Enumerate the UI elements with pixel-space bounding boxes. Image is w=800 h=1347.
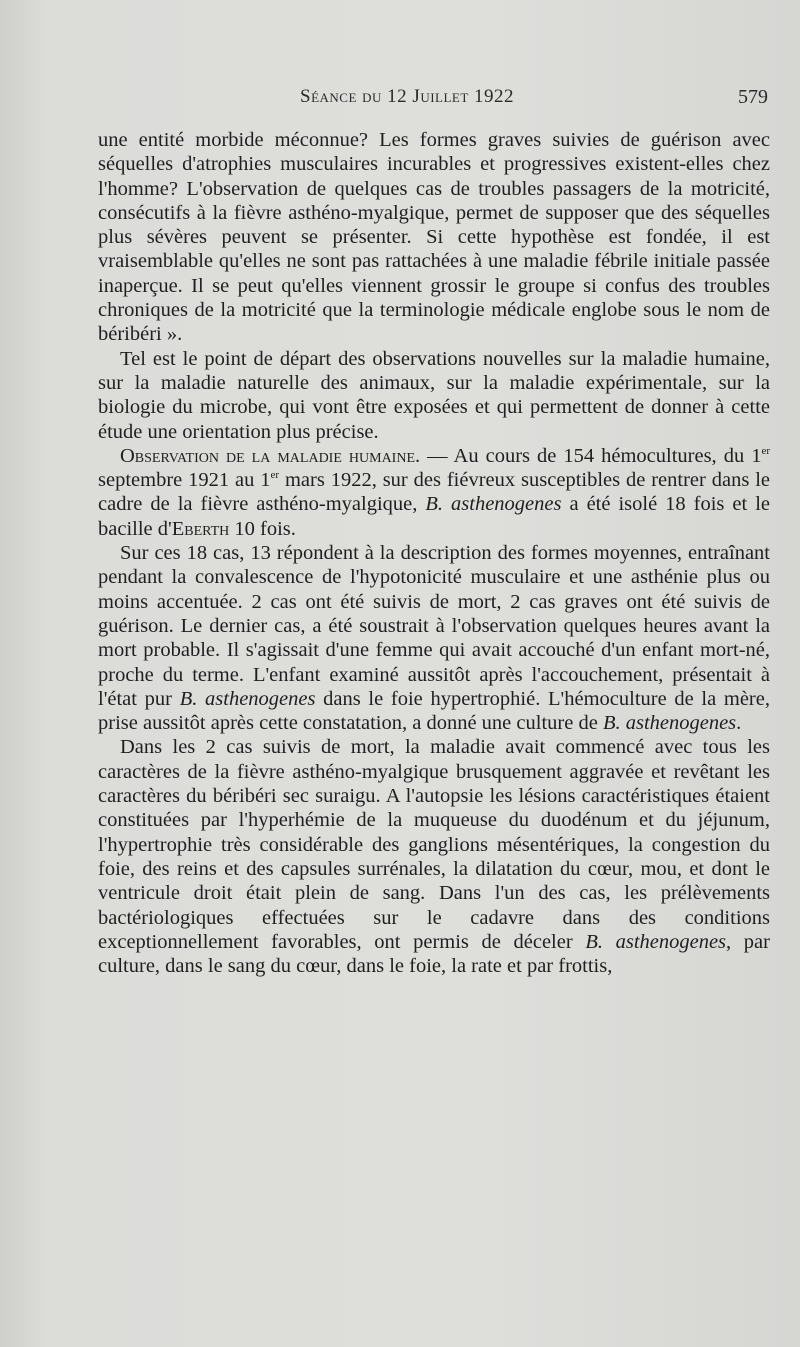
paragraph-1: une entité morbide méconnue? Les formes graves suivies de guérison avec séquelles d'atrophies musculaires incurables et progressives existent-elles chez l'homme? L'observation de quelques cas de troubles passagers de la motricité, consécutifs à la fièvre asthéno-myalgique, permet de supposer que des séquelles plus sévères peuvent se présenter. Si cette hypothèse est fondée, il est vraisemblable qu'elles ne sont pas rattachées à une maladie fébrile initiale passée inaperçue. Il se peut qu'elles viennent grossir le groupe si confus des troubles chroniques de la motricité que la terminologie médicale englobe sous le nom de béribéri ». [98, 129, 770, 346]
page-number: 579 [738, 86, 768, 108]
p3-sup-b: er [270, 469, 280, 482]
running-header [0, 86, 800, 114]
p3-name: Eberth [171, 517, 230, 540]
p3-species: B. asthenogenes [425, 493, 562, 516]
p4-text-c: . [736, 712, 742, 735]
p5-species: B. asthenogenes [585, 930, 727, 953]
p3-text-d: a été isolé 18 fois et le bacille d' [98, 493, 770, 540]
p3-text-c: mars 1922, sur des fiévreux susceptibles de rentrer dans le cadre de la fièvre asthéno-myalgique, [98, 469, 771, 516]
body-text [98, 128, 770, 978]
p5-text-b: , par culture, dans le sang du cœur, dans le foie, la rate et par frottis, [98, 930, 770, 978]
p4-species-a: B. asthenogenes [179, 687, 316, 710]
paragraph-4 [98, 541, 770, 735]
p5-text-a: Dans les 2 cas suivis de mort, la maladie avait commencé avec tous les caractères de la fièvre asthéno-myalgique brusquement aggravée et revêtant les caractères du béribéri sec suraigu. A l'autopsie les lésions caractéristiques étaient constituées par l'hyperhémie de la muqueuse du duodénum et du jéjunum, l'hypertrophie très considérable des ganglions mésentériques, la congestion du foie, des reins et des capsules surrénales, la dilatation du cœur, mou, et dont le ventricule droit était plein de sang. Dans l'un des cas, les prélèvements bactériologiques effectuées sur le cadavre dans des conditions exceptionnellement favorables, ont permis de déceler [98, 736, 770, 953]
p3-sup-a: er [761, 445, 770, 458]
p4-text-a: Sur ces 18 cas, 13 répondent à la description des formes moyennes, entraînant pendant la convalescence de l'hypotonicité musculaire et une asthénie plus ou moins accentuée. 2 cas ont été suivis de mort, 2 cas graves ont été suivis de guérison. Le dernier cas, a été soustrait à l'observation quelques heures avant la mort probable. Il s'agissait d'une femme qui avait accouché d'un enfant mort-né, proche du terme. L'enfant examiné aussitôt après l'accouchement, présentait à l'état pur [98, 542, 770, 710]
running-title: Séance du 12 Juillet 1922 [300, 86, 515, 107]
p3-text-b: septembre 1921 au 1 [98, 469, 271, 492]
p4-species-b: B. asthenogenes [602, 712, 737, 735]
section-lead: Observation de la maladie humaine. [120, 444, 421, 467]
paragraph-5 [98, 735, 770, 978]
paragraph-3 [98, 444, 770, 541]
p4-text-b: dans le foie hypertrophié. L'hémoculture de la mère, prise aussitôt après cette constatation, a donné une culture de [98, 687, 770, 735]
paragraph-2: Tel est le point de départ des observations nouvelles sur la maladie humaine, sur la maladie naturelle des animaux, sur la maladie expérimentale, sur la biologie du microbe, qui vont être exposées et qui permettent de donner à cette étude une orientation plus précise. [98, 347, 770, 443]
p3-text-e: 10 fois. [229, 517, 296, 540]
p3-text-a: — Au cours de 154 hémocultures, du 1 [420, 444, 762, 467]
